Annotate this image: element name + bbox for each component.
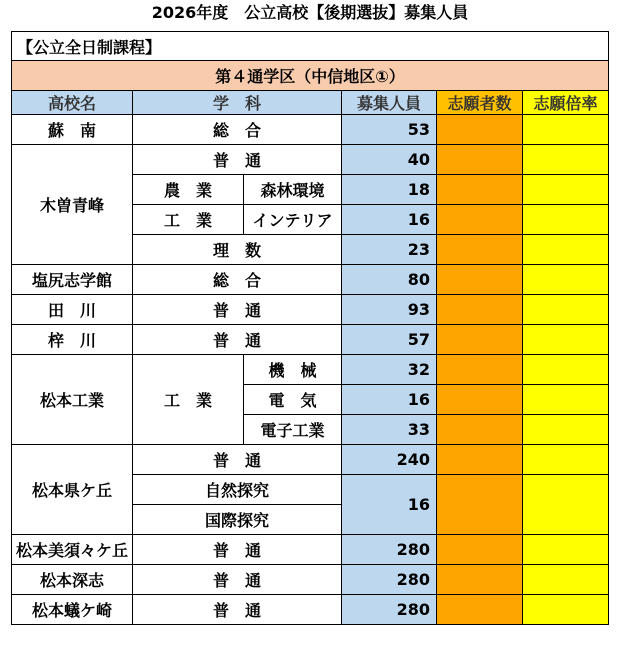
district-label: 第４通学区（中信地区①）	[12, 61, 609, 91]
dept-name: 普 通	[133, 295, 342, 325]
table-row	[12, 565, 609, 595]
dept-name: 普 通	[133, 445, 342, 475]
capacity-value: 16	[342, 475, 437, 535]
applicants-cell[interactable]	[437, 475, 523, 535]
subdept-name: インテリア	[244, 205, 342, 235]
ratio-cell[interactable]	[523, 235, 609, 265]
capacity-value: 16	[342, 205, 437, 235]
ratio-cell[interactable]	[523, 595, 609, 625]
applicants-cell[interactable]	[437, 445, 523, 475]
header-capacity: 募集人員	[342, 91, 437, 115]
capacity-value: 33	[342, 415, 437, 445]
table-row	[12, 295, 609, 325]
ratio-cell[interactable]	[523, 205, 609, 235]
ratio-cell[interactable]	[523, 325, 609, 355]
header-ratio: 志願倍率	[523, 91, 609, 115]
applicants-cell[interactable]	[437, 385, 523, 415]
applicants-cell[interactable]	[437, 535, 523, 565]
ratio-cell[interactable]	[523, 295, 609, 325]
dept-name: 普 通	[133, 145, 342, 175]
subdept-name: 電 気	[244, 385, 342, 415]
header-dept: 学 科	[133, 91, 342, 115]
table-row	[12, 595, 609, 625]
applicants-cell[interactable]	[437, 265, 523, 295]
ratio-cell[interactable]	[523, 475, 609, 535]
header-applicants: 志願者数	[437, 91, 523, 115]
applicants-cell[interactable]	[437, 355, 523, 385]
dept-name: 自然探究	[133, 475, 342, 505]
dept-name: 農 業	[133, 175, 244, 205]
table-row	[12, 355, 609, 385]
capacity-value: 280	[342, 595, 437, 625]
capacity-value: 16	[342, 385, 437, 415]
dept-name: 理 数	[133, 235, 342, 265]
capacity-value: 280	[342, 535, 437, 565]
applicants-cell[interactable]	[437, 115, 523, 145]
capacity-value: 240	[342, 445, 437, 475]
applicants-cell[interactable]	[437, 325, 523, 355]
capacity-value: 80	[342, 265, 437, 295]
school-name: 松本美須々ケ丘	[12, 535, 133, 565]
applicants-cell[interactable]	[437, 295, 523, 325]
dept-name: 普 通	[133, 595, 342, 625]
ratio-cell[interactable]	[523, 415, 609, 445]
applicants-cell[interactable]	[437, 205, 523, 235]
capacity-value: 23	[342, 235, 437, 265]
capacity-value: 57	[342, 325, 437, 355]
course-label: 【公立全日制課程】	[12, 32, 609, 61]
ratio-cell[interactable]	[523, 445, 609, 475]
capacity-value: 40	[342, 145, 437, 175]
dept-name: 工 業	[133, 355, 244, 445]
ratio-cell[interactable]	[523, 145, 609, 175]
applicants-cell[interactable]	[437, 565, 523, 595]
ratio-cell[interactable]	[523, 535, 609, 565]
capacity-value: 53	[342, 115, 437, 145]
capacity-value: 280	[342, 565, 437, 595]
capacity-value: 32	[342, 355, 437, 385]
table-row	[12, 265, 609, 295]
subdept-name: 電子工業	[244, 415, 342, 445]
dept-name: 普 通	[133, 535, 342, 565]
dept-name: 総 合	[133, 265, 342, 295]
table-row	[12, 145, 609, 175]
ratio-cell[interactable]	[523, 265, 609, 295]
dept-name: 普 通	[133, 565, 342, 595]
ratio-cell[interactable]	[523, 115, 609, 145]
applicants-cell[interactable]	[437, 145, 523, 175]
recruitment-table	[11, 31, 609, 625]
table-row	[12, 445, 609, 475]
capacity-value: 93	[342, 295, 437, 325]
school-name: 松本工業	[12, 355, 133, 445]
subdept-name: 機 械	[244, 355, 342, 385]
dept-name: 普 通	[133, 325, 342, 355]
applicants-cell[interactable]	[437, 175, 523, 205]
school-name: 蘇 南	[12, 115, 133, 145]
dept-name: 工 業	[133, 205, 244, 235]
ratio-cell[interactable]	[523, 385, 609, 415]
table-row	[12, 325, 609, 355]
school-name: 松本深志	[12, 565, 133, 595]
ratio-cell[interactable]	[523, 175, 609, 205]
table-row	[12, 115, 609, 145]
school-name: 松本県ケ丘	[12, 445, 133, 535]
table-header-row	[12, 91, 609, 115]
header-school: 高校名	[12, 91, 133, 115]
dept-name: 国際探究	[133, 505, 342, 535]
capacity-value: 18	[342, 175, 437, 205]
school-name: 梓 川	[12, 325, 133, 355]
dept-name: 総 合	[133, 115, 342, 145]
school-name: 木曽青峰	[12, 145, 133, 265]
applicants-cell[interactable]	[437, 235, 523, 265]
applicants-cell[interactable]	[437, 415, 523, 445]
school-name: 塩尻志学館	[12, 265, 133, 295]
page-title: 2026年度 公立高校【後期選抜】募集人員	[151, 3, 469, 22]
ratio-cell[interactable]	[523, 565, 609, 595]
table-row	[12, 535, 609, 565]
applicants-cell[interactable]	[437, 595, 523, 625]
school-name: 田 川	[12, 295, 133, 325]
subdept-name: 森林環境	[244, 175, 342, 205]
school-name: 松本蟻ケ崎	[12, 595, 133, 625]
ratio-cell[interactable]	[523, 355, 609, 385]
